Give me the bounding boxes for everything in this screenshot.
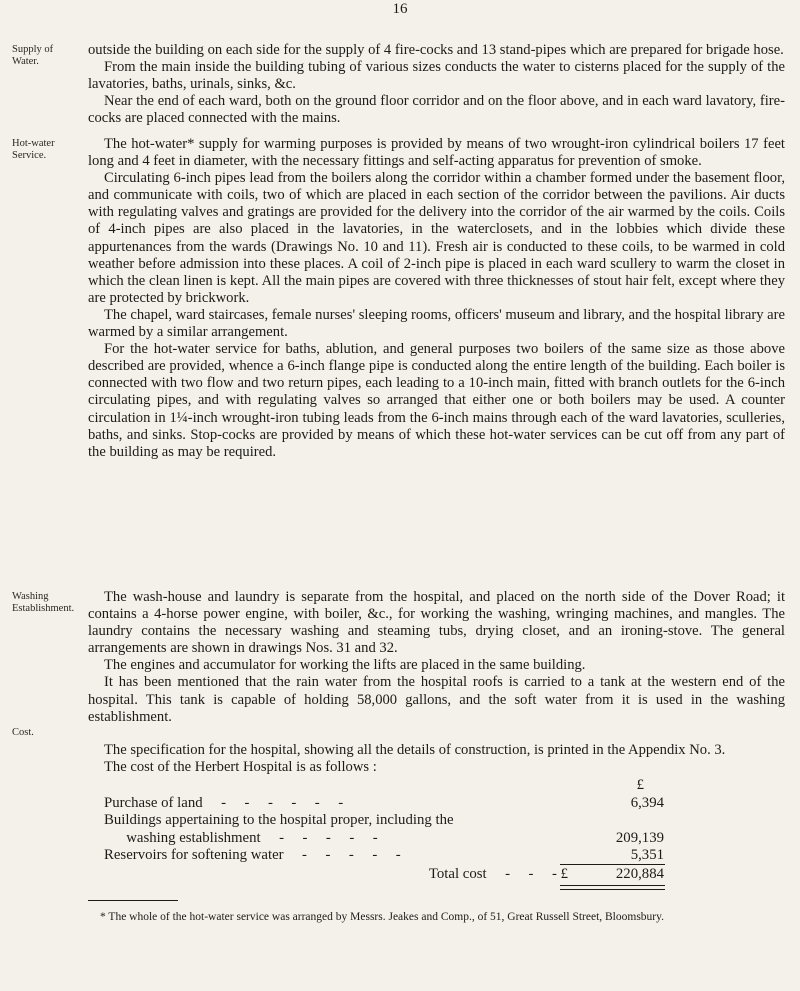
margin-note-hot-water-service: Hot-water Service. (12, 138, 55, 161)
total-double-rule (560, 885, 665, 890)
footnote: * The whole of the hot-water service was arranged by Messrs. Jeakes and Comp., of 51, Great Russell Street, Bloomsbury. (100, 911, 665, 923)
cost-paragraph-1: The specification for the hospital, showing all the details of construction, is printed in the Appendix No. 3. (104, 742, 726, 758)
total-cost-label: Total cost - - - £ (428, 866, 568, 882)
cost-row (104, 847, 664, 865)
water-paragraph-1: outside the building on each side for the supply of 4 fire-cocks and 13 stand-pipes which are prepared for brigade hose. (88, 42, 784, 58)
footnote-rule (88, 900, 178, 901)
water-paragraph-2: From the main inside the building tubing of various sizes conducts the water to cisterns placed for the supply of the lavatories, baths, urinals, sinks, &c. (88, 59, 785, 93)
currency-header: £ (636, 777, 644, 793)
hot-water-paragraph-4: For the hot-water service for baths, ablution, and general purposes two boilers of the same size as those above described are provided, whence a 6-inch flange pipe is conducted along the entire length of the building. Each boiler is connected with two flow and two return pipes, each leading to a 10-inch main, fitted with branch outlets for the 6-inch circulating pipes, and with regulating valves so arranged that either one or both boilers may be used. A counter circulation in 1¼-inch wrought-iron tubing leads from the 6-inch mains through each of the ward lavatories, sculleries, baths, and sinks. Stop-cocks are provided by means of which these hot-water services can be cut off from any part of the building as may be required. (88, 341, 785, 460)
water-paragraph-3: Near the end of each ward, both on the ground floor corridor and on the floor above, and in each ward lavatory, fire-cocks are placed connected with the mains. (88, 93, 785, 127)
total-row (104, 866, 664, 884)
cost-row (104, 830, 664, 848)
cost-row-amount: 5,351 (630, 847, 664, 863)
total-cost-row (104, 866, 664, 884)
margin-note-washing-establishment: Washing Establishment. (12, 591, 75, 614)
cost-row-label: Reservoirs for softening water - - - - - (104, 847, 401, 863)
washing-section (88, 589, 785, 726)
water-supply-section (88, 42, 785, 127)
cost-row-label: Purchase of land - - - - - - (104, 794, 344, 811)
cost-row-amount: 209,139 (615, 829, 664, 846)
hot-water-paragraph-1: The hot-water* supply for warming purposes is provided by means of two wrought-iron cylindrical boilers 17 feet long and 4 feet in diameter, with the necessary fittings and self-acting apparatus for prevention of smoke. (88, 136, 785, 170)
subtotal-rule (560, 864, 665, 865)
cost-row (104, 795, 664, 813)
cost-paragraph-2: The cost of the Herbert Hospital is as follows : (104, 759, 377, 776)
cost-section (88, 742, 785, 776)
cost-row (104, 812, 664, 830)
cost-table (104, 777, 664, 865)
washing-paragraph-1: The wash-house and laundry is separate from the hospital, and placed on the north side of the Dover Road; it contains a 4-horse power engine, with boiler, &c., for working the washing, wringing machines, and mangles. The laundry contains the necessary washing and steaming tubs, drying closet, and an ironing-stove. The general arrangements are shown in drawings Nos. 31 and 32. (88, 589, 785, 657)
hot-water-paragraph-2: Circulating 6-inch pipes lead from the boilers along the corridor within a chamber formed under the basement floor, and communicate with coils, two of which are placed in each section of the corridor between the pavilions. Air ducts with regulating valves and gratings are provided for the delivery into the corridor of the air warmed by the coils. Coils of 4-inch pipes are also placed in the lavatories, in the waterclosets, and in the lobbies which divide these appurtenances from the wards (Drawings No. 10 and 11). Fresh air is conducted to these coils, to be warmed in cold weather before admission into these places. A coil of 2-inch pipe is placed in each ward scullery to warm the closet in which the clean linen is kept. All the main pipes are covered with three thicknesses of stout hair felt, except where they are protected by brickwork. (88, 170, 785, 306)
washing-paragraph-2: The engines and accumulator for working the lifts are placed in the same building. (104, 657, 586, 674)
cost-row-amount: 6,394 (630, 794, 664, 811)
margin-note-cost: Cost. (12, 727, 34, 738)
total-cost-amount: 220,884 (615, 866, 664, 882)
cost-row-label: washing establishment - - - - - (104, 829, 378, 846)
hot-water-paragraph-3: The chapel, ward staircases, female nurses' sleeping rooms, officers' museum and library, and the hospital library are warmed by a similar arrangement. (88, 306, 785, 341)
cost-row-amount (574, 812, 664, 830)
washing-paragraph-3: It has been mentioned that the rain water from the hospital roofs is carried to a tank at the western end of the hospital. This tank is capable of holding 58,000 gallons, and the soft water from it is used in the washing establishment. (88, 674, 785, 725)
cost-row-label: Buildings appertaining to the hospital proper, including the (104, 812, 454, 828)
hot-water-section (88, 136, 785, 461)
page-number: 16 (392, 1, 408, 17)
margin-note-supply-of-water: Supply of Water. (12, 44, 54, 67)
